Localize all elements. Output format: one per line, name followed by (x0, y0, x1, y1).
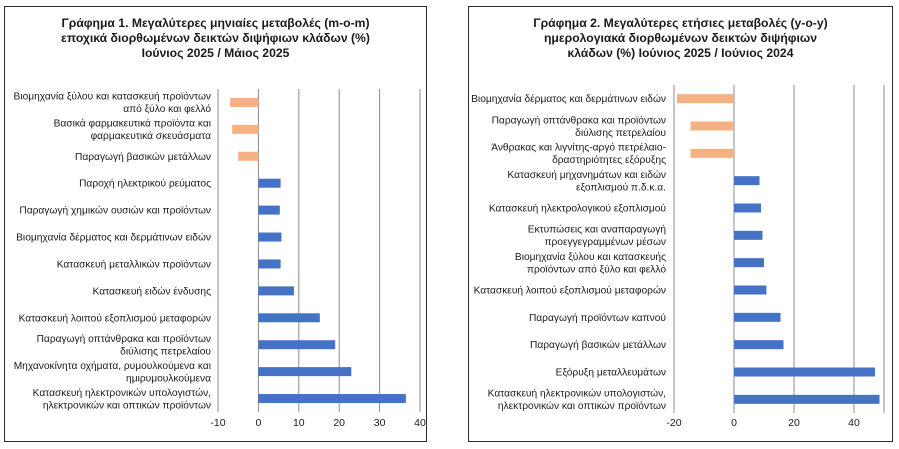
x-tick-label: 20 (788, 417, 800, 429)
category-label: Άνθρακας και λιγνίτης-αργό πετρέλαιο-δραστηριότητες εξόρυξης (491, 142, 666, 167)
bar (691, 122, 735, 131)
category-label: Μηχανοκίνητα οχήματα, ρυμουλκούμενα και ημιρυμουλκούμενα (13, 360, 211, 385)
category-label: Κατασκευή μηχανημάτων και ειδών εξοπλισμού π.δ.κ.α. (507, 169, 666, 194)
bar (258, 367, 351, 376)
chart-title-1-line-2: εποχικά διορθωμένων δεικτών διψήφιων κλάδων (%) (61, 31, 370, 46)
x-tick-label: -20 (666, 417, 682, 429)
x-tick-label: 10 (292, 417, 305, 429)
bar (258, 394, 405, 403)
category-label: Κατασκευή ηλεκτρονικών υπολογιστών, ηλεκτρονικών και οπτικών προϊόντων (32, 387, 211, 412)
bar (734, 368, 875, 377)
category-label: Βιομηχανία δέρματος και δερμάτινων ειδών (16, 232, 211, 244)
category-label: Παραγωγή χημικών ουσιών και προϊόντων (19, 205, 211, 217)
bar (230, 98, 258, 107)
chart-panel-1 (4, 6, 427, 442)
chart-title-2-line-1: Γράφημα 2. Μεγαλύτερες ετήσιες μεταβολές (y-o-y) (533, 16, 828, 30)
category-label: Βασικά φαρμακευτικά προϊόντα και φαρμακευτικά σκευάσματα (53, 118, 211, 143)
x-tick-label: 0 (255, 417, 262, 429)
bar (258, 313, 319, 322)
category-label: Κατασκευή λοιπού εξοπλισμού μεταφορών (18, 313, 211, 325)
bar (258, 259, 280, 268)
category-label: Παραγωγή οπτάνθρακα και προϊόντων διύλισης πετρελαίου (491, 115, 666, 139)
chart-title-1-line-1: Γράφημα 1. Μεγαλύτερες μηνιαίες μεταβολές (m-o-m) (61, 16, 370, 30)
category-label: Κατασκευή ειδών ένδυσης (92, 286, 211, 298)
category-label: Παραγωγή οπτάνθρακα και προϊόντων διύλισης πετρελαίου (36, 333, 211, 358)
bar (691, 149, 735, 158)
bar (734, 204, 761, 213)
bar (258, 286, 294, 295)
bar (734, 231, 763, 240)
category-label: Κατασκευή ηλεκτρολογικού εξοπλισμού (488, 203, 666, 215)
chart-title-1-line-3: Ιούνιος 2025 / Μάιος 2025 (141, 46, 290, 61)
bar (238, 152, 258, 161)
category-label: Κατασκευή λοιπού εξοπλισμού μεταφορών (473, 285, 666, 297)
bar (258, 179, 280, 188)
category-label: Εξόρυξη μεταλλευμάτων (555, 367, 666, 379)
bar (258, 206, 279, 215)
x-tick-label: 40 (848, 417, 860, 429)
bar (734, 395, 880, 404)
category-label: Παραγωγή βασικών μετάλλων (75, 151, 211, 163)
category-label: Παραγωγή βασικών μετάλλων (530, 340, 666, 352)
bar (734, 176, 760, 185)
category-label: Εκτυπώσεις και αναπαραγωγή προεγγεγραμμένων μέσων (527, 224, 666, 249)
category-label: Βιομηχανία ξύλου και κατασκευής προϊόντων από ξύλο και φελλό (514, 251, 666, 276)
bar (734, 286, 766, 295)
bar (734, 313, 781, 322)
chart-title-2-line-2: ημερολογιακά διορθωμένων δεικτών διψήφιων (543, 31, 817, 46)
bar (258, 340, 335, 349)
chart-title-2-line-3: κλάδων (%) Ιούνιος 2025 / Ιούνιος 2024 (567, 46, 794, 61)
x-tick-label: 40 (414, 417, 426, 429)
category-label: Παραγωγή προϊόντων καπνού (528, 312, 666, 324)
x-tick-label: -10 (210, 417, 226, 429)
bar (258, 233, 281, 242)
x-tick-label: 0 (731, 417, 737, 429)
bar (232, 125, 258, 134)
category-label: Κατασκευή ηλεκτρονικών υπολογιστών, ηλεκτρονικών και οπτικών προϊόντων (487, 388, 666, 413)
category-label: Βιομηχανία δέρματος και δερμάτινων ειδών (471, 94, 666, 106)
chart-panel-2 (468, 6, 893, 442)
bar-chart-1 (5, 7, 428, 443)
category-label: Βιομηχανία ξύλου και κατασκευή προϊόντων από ξύλο και φελλό (13, 91, 211, 116)
category-label: Παροχή ηλεκτρικού ρεύματος (79, 178, 211, 190)
bar (734, 340, 784, 349)
bar (677, 94, 734, 103)
bar-chart-2 (469, 7, 894, 443)
category-label: Κατασκευή μεταλλικών προϊόντων (56, 259, 211, 271)
x-tick-label: 20 (333, 417, 346, 429)
bar (734, 258, 764, 267)
x-tick-label: 30 (373, 417, 386, 429)
